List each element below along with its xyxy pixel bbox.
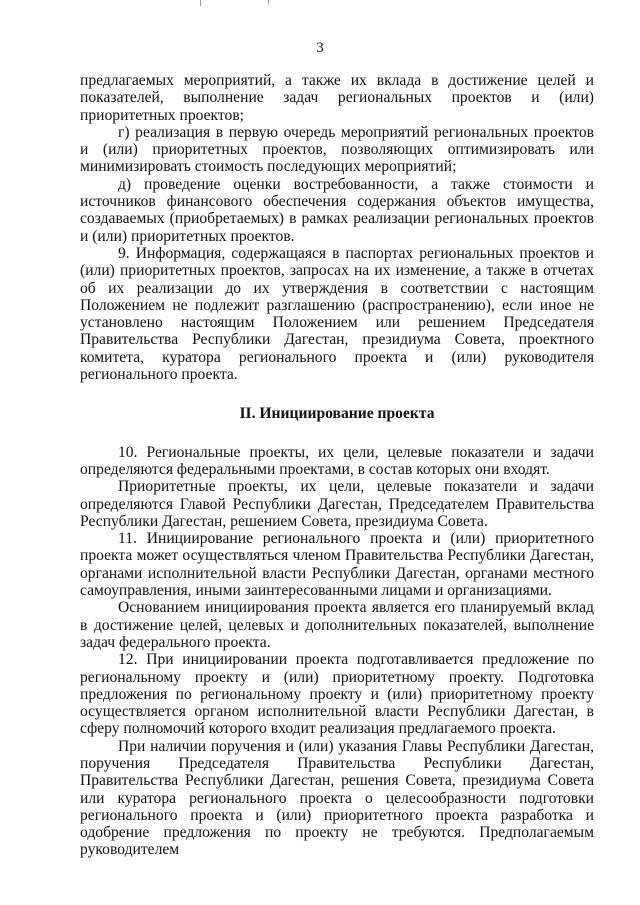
scan-artifact-mark: [200, 0, 201, 6]
paragraph-instructions: При наличии поручения и (или) указания Главы Республики Дагестан, поручения Председателя Правительства Республики Дагестан, Правительства Республики Дагестан, решения Совета, президиума Совета или куратора регионального проекта о целесообразности подготовки регионального проекта и (или) приоритетного проекта разработка и одобрение предложения по проекту не требуются. Предполагаемым руководителем: [80, 737, 594, 859]
clause-12: 12. При инициировании проекта подготавливается предложение по региональному проекту и (или) приоритетному проекту. Подготовка предложения по региональному проекту и (или) приоритетному проекту осуществляется органом исполнительной власти Республики Дагестан, в сферу полномочий которого входит реализация предлагаемого проекта.: [80, 651, 594, 738]
list-item-g: г) реализация в первую очередь мероприятий региональных проектов и (или) приоритетных проектов, позволяющих оптимизировать или минимизировать стоимость последующих мероприятий;: [80, 123, 594, 176]
clause-9: 9. Информация, содержащаяся в паспортах региональных проектов и (или) приоритетных проектов, запросах на их изменение, а также в отчетах об их реализации до их утверждения в соответствии с настоящим Положением не подлежит разглашению (распространению), если иное не установлено настоящим Положением или решением Председателя Правительства Республики Дагестан, президиума Совета, проектного комитета, куратора регионального проекта и (или) руководителя регионального проекта.: [80, 244, 594, 384]
paragraph-initiation-basis: Основанием инициирования проекта является его планируемый вклад в достижение целей, целевых и дополнительных показателей, выполнение задач федерального проекта.: [80, 599, 594, 651]
paragraph-continuation: предлагаемых мероприятий, а также их вклада в достижение целей и показателей, выполнение задач региональных проектов и (или) приоритетных проектов;: [80, 72, 594, 124]
list-item-d: д) проведение оценки востребованности, а также стоимости и источников финансового обеспечения содержания объектов имущества, создаваемых (приобретаемых) в рамках реализации региональных проектов и (или) приоритетных проектов.: [80, 175, 594, 245]
scan-artifact-mark: [268, 0, 269, 4]
paragraph-priority-projects: Приоритетные проекты, их цели, целевые показатели и задачи определяются Главой Республики Дагестан, Председателем Правительства Республики Дагестан, решением Совета, президиума Совета.: [80, 478, 594, 530]
clause-11: 11. Инициирование регионального проекта и (или) приоритетного проекта может осуществляться членом Правительства Республики Дагестан, органами исполнительной власти Республики Дагестан, органами местного самоуправления, иными заинтересованными лицами и организациями.: [80, 530, 594, 600]
document-body: [80, 72, 594, 859]
clause-10: 10. Региональные проекты, их цели, целевые показатели и задачи определяются федеральными проектами, в состав которых они входят.: [80, 443, 594, 478]
page-number: 3: [316, 40, 324, 56]
section-heading: II. Инициирование проекта: [239, 405, 435, 423]
